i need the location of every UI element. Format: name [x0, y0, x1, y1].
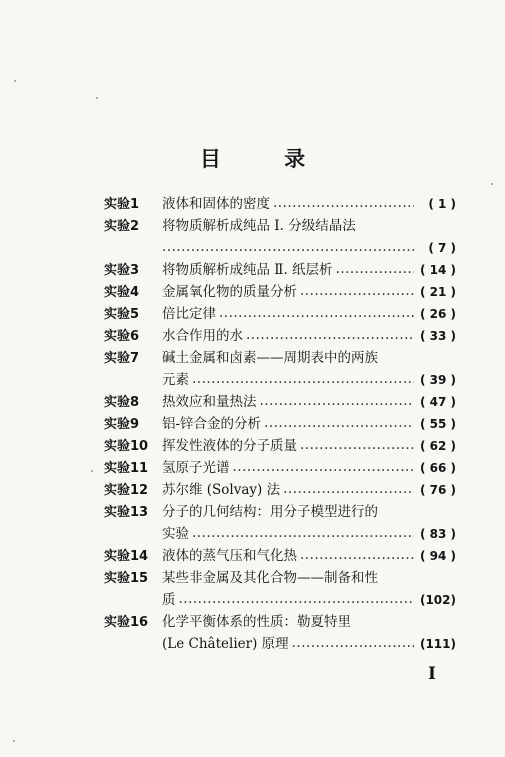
experiment-title: 化学平衡体系的性质：勒夏特里 — [162, 614, 351, 630]
scan-speck — [14, 80, 16, 82]
experiment-title-continued: (Le Châtelier) 原理 — [162, 636, 289, 652]
toc-entry — [104, 567, 456, 589]
page-number: ( 39 ) — [419, 373, 456, 387]
toc-entry — [104, 435, 456, 457]
toc-entry — [104, 413, 456, 435]
experiment-title: 苏尔维 (Solvay) 法 — [162, 482, 281, 498]
experiment-title: 某些非金属及其化合物——制备和性 — [162, 570, 378, 586]
experiment-number: 实验8 — [104, 395, 140, 410]
toc-entry — [104, 303, 456, 325]
experiment-title: 碱土金属和卤素——周期表中的两族 — [162, 350, 378, 366]
page-number: (111) — [419, 637, 456, 651]
toc-entry — [104, 501, 456, 523]
dot-leader — [219, 302, 414, 324]
experiment-number: 实验11 — [104, 461, 149, 476]
toc-entry-continuation — [104, 237, 456, 259]
page-number: ( 47 ) — [419, 395, 456, 409]
experiment-title-continued: 实验 — [162, 526, 189, 542]
experiment-number: 实验4 — [104, 285, 140, 300]
scan-speck — [91, 470, 93, 472]
experiment-title: 液体和固体的密度 — [162, 196, 270, 212]
toc-entry — [104, 193, 456, 215]
experiment-title-continued: 元素 — [162, 372, 189, 388]
toc-entry-continuation — [104, 633, 456, 655]
dot-leader — [179, 588, 415, 610]
experiment-title: 水合作用的水 — [162, 328, 243, 344]
experiment-title: 将物质解析成纯品 Ⅰ. 分级结晶法 — [162, 218, 356, 234]
toc-entry — [104, 545, 456, 567]
dot-leader — [246, 324, 414, 346]
experiment-title: 倍比定律 — [162, 306, 216, 322]
dot-leader — [300, 544, 414, 566]
dot-leader — [273, 192, 414, 214]
page-number: ( 21 ) — [419, 285, 456, 299]
page-number: ( 83 ) — [419, 527, 456, 541]
experiment-number: 实验10 — [104, 439, 149, 454]
table-of-contents — [104, 193, 456, 655]
toc-entry — [104, 281, 456, 303]
experiment-number: 实验1 — [104, 197, 140, 212]
dot-leader — [233, 456, 415, 478]
page-number: ( 94 ) — [419, 549, 456, 563]
dot-leader — [260, 390, 415, 412]
experiment-title: 将物质解析成纯品 Ⅱ. 纸层析 — [162, 262, 333, 278]
toc-entry-continuation — [104, 589, 456, 611]
page-number: ( 7 ) — [428, 241, 456, 255]
dot-leader — [292, 632, 414, 654]
page-number: ( 33 ) — [419, 329, 456, 343]
toc-entry — [104, 391, 456, 413]
scan-speck — [491, 183, 493, 185]
experiment-title: 液体的蒸气压和气化热 — [162, 548, 297, 564]
experiment-number: 实验7 — [104, 351, 140, 366]
page-number: ( 14 ) — [419, 263, 456, 277]
experiment-number: 实验2 — [104, 219, 140, 234]
scan-speck — [13, 740, 15, 742]
dot-leader — [264, 412, 414, 434]
page-number: ( 55 ) — [419, 417, 456, 431]
toc-entry — [104, 215, 456, 237]
experiment-title: 铝-锌合金的分析 — [162, 416, 262, 432]
page-number: ( 66 ) — [419, 461, 456, 475]
experiment-title: 挥发性液体的分子质量 — [162, 438, 297, 454]
experiment-number: 实验15 — [104, 571, 149, 586]
dot-leader — [192, 368, 414, 390]
experiment-number: 实验5 — [104, 307, 140, 322]
toc-entry — [104, 325, 456, 347]
toc-entry — [104, 457, 456, 479]
toc-entry-continuation — [104, 523, 456, 545]
page-number: ( 62 ) — [419, 439, 456, 453]
experiment-number: 实验12 — [104, 483, 149, 498]
toc-entry — [104, 611, 456, 633]
page-title: 目 录 — [199, 146, 334, 171]
dot-leader — [283, 478, 414, 500]
dot-leader — [162, 236, 414, 258]
toc-entry-continuation — [104, 369, 456, 391]
experiment-number: 实验13 — [104, 505, 149, 520]
experiment-number: 实验14 — [104, 549, 149, 564]
dot-leader — [300, 280, 414, 302]
experiment-number: 实验3 — [104, 263, 140, 278]
toc-entry — [104, 259, 456, 281]
experiment-number: 实验9 — [104, 417, 140, 432]
experiment-title: 热效应和量热法 — [162, 394, 257, 410]
toc-entry — [104, 347, 456, 369]
dot-leader — [300, 434, 414, 456]
experiment-title: 分子的几何结构：用分子模型进行的 — [162, 504, 378, 520]
dot-leader — [336, 258, 414, 280]
page-number: ( 76 ) — [419, 483, 456, 497]
front-matter-page-number: I — [428, 664, 436, 684]
page-number: (102) — [419, 593, 456, 607]
toc-entry — [104, 479, 456, 501]
experiment-number: 实验16 — [104, 615, 149, 630]
experiment-title: 金属氧化物的质量分析 — [162, 284, 297, 300]
experiment-title: 氢原子光谱 — [162, 460, 230, 476]
page-number: ( 26 ) — [419, 307, 456, 321]
page-number: ( 1 ) — [428, 197, 456, 211]
experiment-number: 实验6 — [104, 329, 140, 344]
dot-leader — [192, 522, 414, 544]
experiment-title-continued: 质 — [162, 592, 176, 608]
scan-speck — [96, 97, 98, 99]
